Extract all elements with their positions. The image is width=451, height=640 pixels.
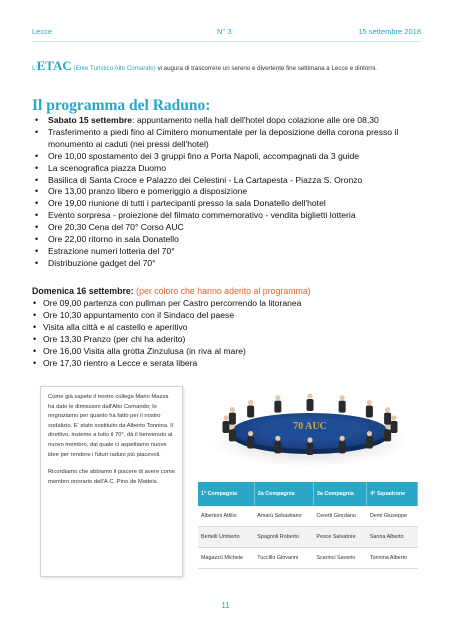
person-head (248, 431, 253, 436)
table-cell: Albertoni Attilio (198, 506, 254, 527)
person-head (230, 424, 235, 429)
intro-prefix: L' (32, 65, 37, 72)
list-item: • Distribuzione gadget del 70° (48, 258, 427, 270)
page-number: 11 (221, 601, 230, 610)
sunday-label: Domenica 16 settembre: (32, 286, 134, 296)
table-header: 3a Compagnia (313, 482, 366, 506)
table-cell: Sanna Alberto (367, 527, 418, 548)
list-item: • Ore 17,30 rientro a Lecce e serata libera (43, 358, 427, 370)
person-figure (247, 405, 254, 417)
person-head (248, 400, 253, 405)
list-item: • Ore 20,30 Cena del 70° Corso AUC (48, 222, 427, 234)
person-figure (247, 437, 254, 449)
person-figure (366, 405, 373, 417)
header-city: Lecce (32, 27, 53, 36)
page-header (32, 27, 421, 41)
person-figure (274, 401, 281, 413)
person-figure (223, 421, 230, 433)
header-date: 15 settembre 2018 (358, 27, 421, 36)
meeting-table-image (205, 386, 415, 472)
list-item: • Ore 10,00 spostamento dei 3 gruppi fino a Porta Napoli, accompagnati da 3 guide (48, 151, 427, 163)
honorary-member-text: Ricordiamo che abbiamo il piacere di avere come membro onorario dell'A.C. Pino de Matteis. (48, 469, 175, 485)
table-cell: Demi Giuseppe (367, 506, 418, 527)
table-header: 4° Squadrone (367, 482, 418, 506)
list-item: • Evento sorpresa - proiezione del filmato commemorativo - vendita biglietti lotteria (48, 210, 427, 222)
table-row (198, 548, 418, 569)
announcement-text: Come già sapete il nostro collega Mario Mazza ha dato le dimissioni dall'Alto Comando; lo ringraziamo per quanto ha fatto per il nostro sodalizio. E' stato sostituito da Alberto Tonnina. Il direttivo, insieme a tutto il 70°, dà il benvenuto al nuovo membro, dal quale ci aspettiamo nuove idee per rendere i futuri raduni più piacevoli. (48, 394, 174, 458)
sunday-program (32, 298, 427, 369)
list-item: • Ore 16,00 Visita alla grotta Zinzulusa (in riva al mare) (43, 346, 427, 358)
table-row (198, 527, 418, 548)
person-figure (366, 437, 373, 449)
program-title: Il programma del Raduno: (32, 97, 211, 114)
person-figure (384, 413, 391, 425)
person-head (275, 436, 280, 441)
sunday-heading (32, 286, 311, 296)
header-divider (32, 41, 421, 42)
table-cell: Ceretti Giordano (313, 506, 366, 527)
table-cell: Bertelli Umberto (198, 527, 254, 548)
table-cell: Tonnina Alberto (367, 548, 418, 569)
table-cell: Tuccillo Giovanni (254, 548, 313, 569)
table-cell: Scarinci Saverio (313, 548, 366, 569)
person-head (385, 407, 390, 412)
header-issue: N° 3 (217, 27, 232, 36)
intro-text: vi augura di trascorrere un sereno e divertente fine settimana a Lecce e dintorni. (155, 65, 377, 72)
list-item: • Ore 10,30 appuntamento con il Sindaco del paese (43, 310, 427, 322)
saturday-label: Sabato 15 settembre (48, 115, 133, 125)
person-figure (274, 441, 281, 453)
list-item: • Ore 09,00 partenza con pullman per Castro percorrendo la litoranea (43, 298, 427, 310)
announcement-box (40, 386, 183, 577)
list-item: • Ore 13,00 pranzo libero e pomeriggio a disposizione (48, 186, 427, 198)
person-head (307, 393, 312, 398)
list-item: • Ore 22,00 ritorno in sala Donatello (48, 234, 427, 246)
person-figure (307, 443, 314, 455)
person-head (367, 431, 372, 436)
person-head (391, 415, 396, 420)
person-figure (384, 429, 391, 441)
saturday-program (32, 115, 427, 270)
person-figure (307, 399, 314, 411)
table-cell: Amarù Sebastiano (254, 506, 313, 527)
table-cell: Pesce Salvatore (313, 527, 366, 548)
person-head (340, 436, 345, 441)
list-item: • Estrazione numeri lotteria del 70° (48, 246, 427, 258)
list-item: • Ore 13,30 Pranzo (per chi ha aderito) (43, 334, 427, 346)
person-figure (229, 429, 236, 441)
table-header: 1° Compagnia (198, 482, 254, 506)
list-item: • Basilica di Santa Croce e Palazzo dei Celestini - La Cartapesta - Piazza S. Oronzo (48, 175, 427, 187)
list-item: • Trasferimento a piedi fino al Cimitero monumentale per la deposizione della corona presso il monumento ai caduti (nei pressi dell'hotel) (48, 127, 427, 151)
list-item: • La scenografica piazza Duomo (48, 163, 427, 175)
list-item: • Visita alla città e al castello e aperitivo (43, 322, 427, 334)
table-cell: Spagnoli Roberto (254, 527, 313, 548)
person-figure (339, 441, 346, 453)
sunday-note: (per coloro che hanno aderito al programma) (133, 286, 311, 296)
table-cell: Magazzù Michele (198, 548, 254, 569)
person-figure (339, 401, 346, 413)
person-head (223, 415, 228, 420)
person-head (275, 395, 280, 400)
table-row (198, 506, 418, 527)
person-head (230, 407, 235, 412)
company-table (198, 482, 418, 569)
person-head (367, 400, 372, 405)
person-head (307, 437, 312, 442)
list-item: • Sabato 15 settembre: appuntamento nella hall dell'hotel dopo colazione alle ore 08,30 (48, 115, 427, 127)
list-item: • Ore 19,00 riunione di tutti i partecipanti presso la sala Donatello dell'hotel (48, 198, 427, 210)
person-head (340, 395, 345, 400)
person-figure (229, 413, 236, 425)
intro-paren: (Ente Turistico Alto Comando) (73, 65, 156, 72)
table-header: 2a Compagnia (254, 482, 313, 506)
person-head (385, 424, 390, 429)
intro-paragraph (32, 60, 417, 74)
person-figure (391, 421, 398, 433)
table-logo: 70 AUC (293, 421, 327, 432)
etac-logo-text: ETAC (36, 58, 72, 73)
